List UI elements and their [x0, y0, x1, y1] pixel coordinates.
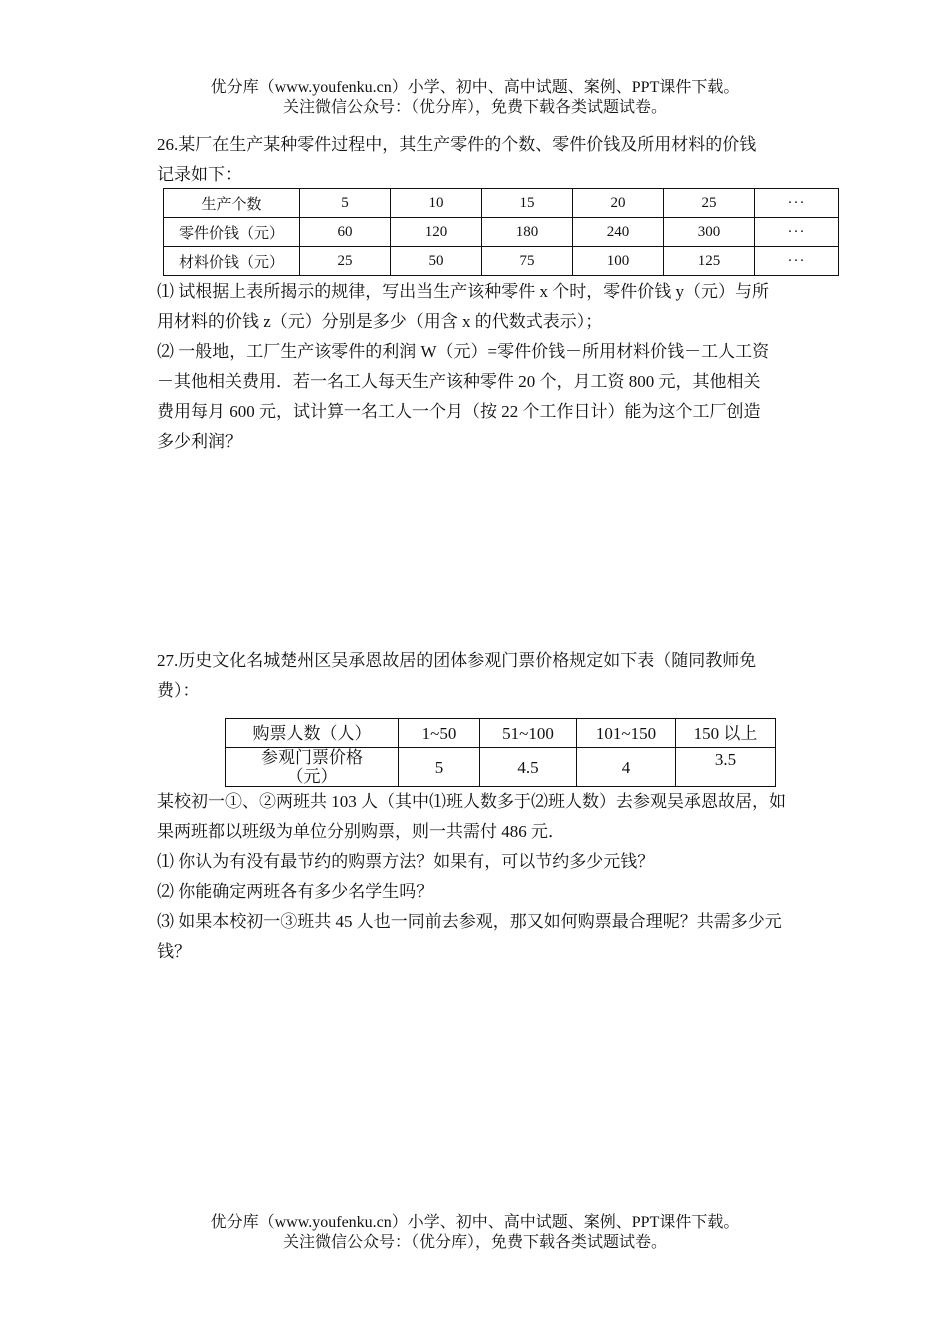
table-cell: 150 以上	[676, 719, 776, 748]
table-cell: 4	[577, 748, 676, 787]
table-cell: ···	[755, 247, 839, 276]
table-cell: 120	[391, 218, 482, 247]
q27-body-line-2: 果两班都以班级为单位分别购票，则一共需付 486 元．	[157, 822, 565, 841]
table-cell: 50	[391, 247, 482, 276]
table-cell: 60	[300, 218, 391, 247]
table-cell: 10	[391, 189, 482, 218]
footer-line-1: 优分库（www.youfenku.cn）小学、初中、高中试题、案例、PPT课件下载。	[210, 1214, 740, 1231]
table-cell: 101~150	[577, 719, 676, 748]
table-cell: 3.5	[676, 748, 776, 787]
q26-part2-line-3: 费用每月 600 元，试计算一名工人一个月（按 22 个工作日计）能为这个工厂创造	[157, 402, 761, 421]
table-cell: 生产个数	[164, 189, 300, 218]
table-cell: 零件价钱（元）	[164, 218, 300, 247]
q26-parts	[157, 277, 857, 457]
table-cell: ···	[755, 218, 839, 247]
table-cell: 75	[482, 247, 573, 276]
q26-part2-line-1: ⑵ 一般地，工厂生产该零件的利润 W（元）=零件价钱－所用材料价钱－工人工资	[157, 342, 770, 361]
table-cell	[226, 748, 399, 787]
table-cell: 材料价钱（元）	[164, 247, 300, 276]
table-cell: ···	[755, 189, 839, 218]
q26-part2-line-4: 多少利润？	[157, 432, 242, 451]
q27-body-line-1: 某校初一①、②两班共 103 人（其中⑴班人数多于⑵班人数）去参观吴承恩故居，如	[157, 792, 786, 811]
table-cell: 4.5	[480, 748, 577, 787]
table-cell: 125	[664, 247, 755, 276]
table-cell: 240	[573, 218, 664, 247]
header-line-2: 关注微信公众号：（优分库），免费下载各类试题试卷。	[282, 99, 667, 116]
table-cell: 51~100	[480, 719, 577, 748]
q27-ticket-table	[225, 718, 776, 787]
table-cell: 15	[482, 189, 573, 218]
q27-intro	[157, 646, 857, 706]
q26-intro	[157, 130, 857, 190]
q27-intro-line-2: 费）：	[157, 681, 200, 700]
table-cell: 购票人数（人）	[226, 719, 399, 748]
ticket-price-head-line-2: （元）	[286, 767, 338, 786]
q27-sub-3-line-1: ⑶ 如果本校初一③班共 45 人也一同前去参观，那又如何购票最合理呢？共需多少元	[157, 912, 782, 931]
q26-part2-line-2: －其他相关费用．若一名工人每天生产该种零件 20 个，月工资 800 元，其他相关	[157, 372, 761, 391]
q27-body	[157, 787, 857, 967]
q27-intro-line-1: 27.历史文化名城楚州区吴承恩故居的团体参观门票价格规定如下表（随同教师免	[157, 651, 757, 670]
table-cell: 5	[399, 748, 480, 787]
table-row	[164, 189, 839, 218]
q26-intro-line-1: 26.某厂在生产某种零件过程中，其生产零件的个数、零件价钱及所用材料的价钱	[157, 135, 757, 154]
q26-part1-line-2: 用材料的价钱 z（元）分别是多少（用含 x 的代数式表示）；	[157, 312, 603, 331]
table-row	[164, 218, 839, 247]
q27-sub-1: ⑴ 你认为有没有最节约的购票方法？如果有，可以节约多少元钱？	[157, 852, 655, 871]
table-row	[226, 748, 776, 787]
table-row	[226, 719, 776, 748]
page-header-top	[0, 78, 950, 118]
q27-sub-3-line-2: 钱？	[157, 942, 191, 961]
table-cell: 20	[573, 189, 664, 218]
table-cell: 1~50	[399, 719, 480, 748]
table-cell: 25	[664, 189, 755, 218]
q26-part1-line-1: ⑴ 试根据上表所揭示的规律，写出当生产该种零件 x 个时，零件价钱 y（元）与所	[157, 282, 769, 301]
q26-table	[163, 188, 839, 276]
header-line-1: 优分库（www.youfenku.cn）小学、初中、高中试题、案例、PPT课件下载。	[210, 79, 740, 96]
table-cell: 100	[573, 247, 664, 276]
q26-intro-line-2: 记录如下：	[157, 165, 242, 184]
table-row	[164, 247, 839, 276]
ticket-price-head-line-1: 参观门票价格	[261, 748, 363, 767]
table-cell: 180	[482, 218, 573, 247]
page-footer	[0, 1213, 950, 1253]
footer-line-2: 关注微信公众号：（优分库），免费下载各类试题试卷。	[282, 1234, 667, 1251]
q27-sub-2: ⑵ 你能确定两班各有多少名学生吗？	[157, 882, 434, 901]
table-cell: 300	[664, 218, 755, 247]
table-cell: 25	[300, 247, 391, 276]
table-cell: 5	[300, 189, 391, 218]
